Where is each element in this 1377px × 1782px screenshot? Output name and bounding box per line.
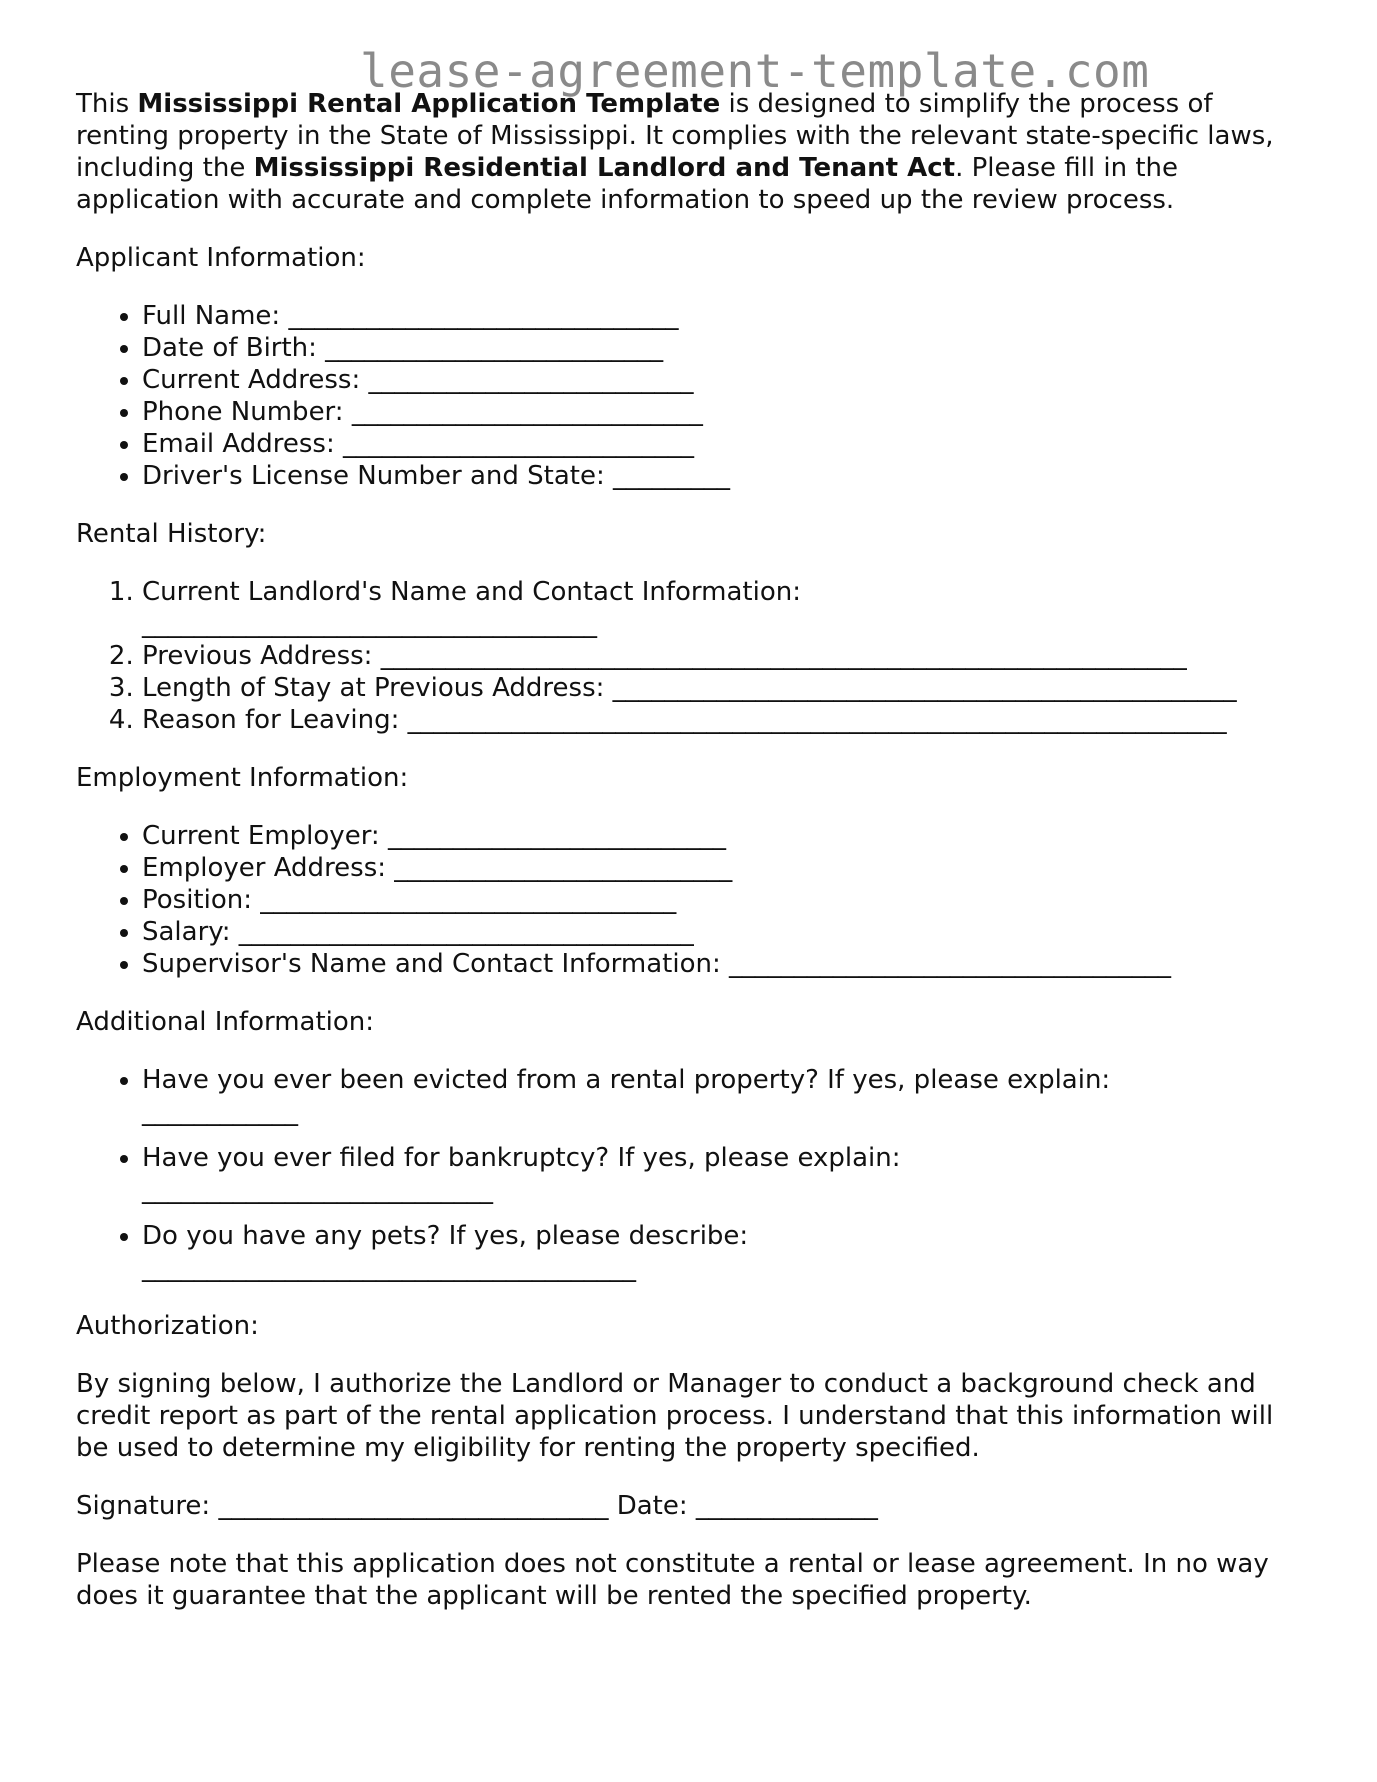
signature-date-line[interactable]: Signature: ______________________________ Date: ______________ — [76, 1491, 878, 1521]
rental-heading: Rental History: — [76, 519, 267, 549]
reason-for-leaving-field[interactable]: 4. Reason for Leaving: _______________________________________________________________ — [142, 704, 1306, 736]
eviction-blank[interactable]: ____________ — [142, 1097, 298, 1127]
applicant-address-field[interactable]: • Current Address: _________________________ — [142, 364, 1306, 396]
current-landlord-blank[interactable]: ___________________________________ — [142, 609, 597, 639]
applicant-email-field[interactable]: • Email Address: ___________________________ — [142, 428, 1306, 460]
applicant-dob-field[interactable]: • Date of Birth: __________________________ — [142, 332, 1306, 364]
eviction-question[interactable]: • Have you ever been evicted from a rental property? If yes, please explain: ____________ — [142, 1064, 1306, 1128]
document-body — [76, 88, 1306, 1612]
watermark: lease-agreement-template.com — [360, 44, 1150, 98]
act-name: Mississippi Residential Landlord and Tenant Act — [253, 153, 956, 183]
applicant-list — [76, 300, 1306, 492]
additional-list — [76, 1064, 1306, 1284]
bankruptcy-blank[interactable]: ___________________________ — [142, 1175, 493, 1205]
applicant-full-name-field[interactable]: • Full Name: ______________________________ — [142, 300, 1306, 332]
authorization-body: By signing below, I authorize the Landlord or Manager to conduct a background check and credit report as part of the rental application process. I understand that this information will be used to determine my eligibility for renting the property specified. — [76, 1369, 1274, 1463]
bankruptcy-question[interactable]: • Have you ever filed for bankruptcy? If yes, please explain: ___________________________ — [142, 1142, 1306, 1206]
additional-heading: Additional Information: — [76, 1007, 375, 1037]
pets-question[interactable]: • Do you have any pets? If yes, please describe: ______________________________________ — [142, 1220, 1306, 1284]
disclaimer-note: Please note that this application does not constitute a rental or lease agreement. In no way does it guarantee that the applicant will be rented the specified property. — [76, 1549, 1269, 1611]
employer-address-field[interactable]: • Employer Address: __________________________ — [142, 852, 1306, 884]
position-field[interactable]: • Position: ________________________________ — [142, 884, 1306, 916]
applicant-license-field[interactable]: • Driver's License Number and State: _________ — [142, 460, 1306, 492]
template-name: Mississippi Rental Application Template — [137, 89, 721, 119]
employment-heading: Employment Information: — [76, 763, 409, 793]
supervisor-field[interactable]: • Supervisor's Name and Contact Information: __________________________________ — [142, 948, 1306, 980]
applicant-heading: Applicant Information: — [76, 243, 366, 273]
pets-blank[interactable]: ______________________________________ — [142, 1253, 636, 1283]
rental-list — [76, 576, 1306, 736]
authorization-heading: Authorization: — [76, 1311, 259, 1341]
current-landlord-field[interactable]: 1. Current Landlord's Name and Contact Information: ___________________________________ — [142, 576, 1306, 640]
applicant-phone-field[interactable]: • Phone Number: ___________________________ — [142, 396, 1306, 428]
current-employer-field[interactable]: • Current Employer: __________________________ — [142, 820, 1306, 852]
salary-field[interactable]: • Salary: ___________________________________ — [142, 916, 1306, 948]
employment-list — [76, 820, 1306, 980]
intro-paragraph: This Mississippi Rental Application Template is designed to simplify the process of renting property in the State of Mississippi. It complies with the relevant state-specific laws, including the Mississippi Residential Landlord and Tenant Act. Please fill in the application with accurate and complete information to speed up the review process. — [76, 89, 1274, 215]
length-of-stay-field[interactable]: 3. Length of Stay at Previous Address: ________________________________________________ — [142, 672, 1306, 704]
previous-address-field[interactable]: 2. Previous Address: ______________________________________________________________ — [142, 640, 1306, 672]
